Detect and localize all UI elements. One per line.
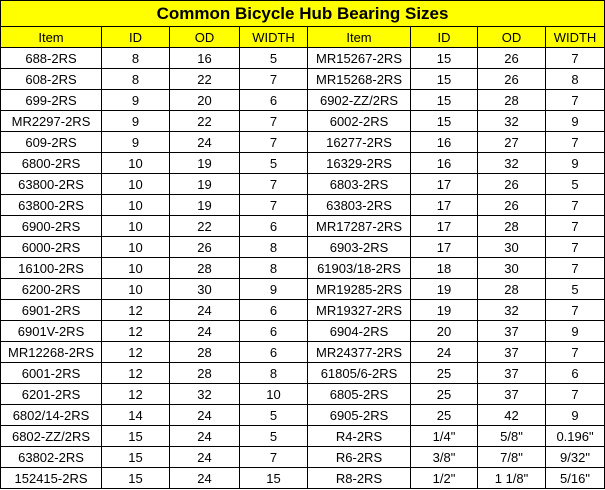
cell-item-right: MR24377-2RS xyxy=(308,342,411,363)
cell-od-right: 27 xyxy=(478,132,546,153)
cell-id-left: 10 xyxy=(102,153,170,174)
cell-item-left: 63800-2RS xyxy=(1,195,102,216)
cell-od-left: 24 xyxy=(170,426,240,447)
cell-width-right: 9 xyxy=(546,153,605,174)
cell-id-right: 15 xyxy=(411,48,478,69)
cell-width-right: 5 xyxy=(546,174,605,195)
cell-od-right: 26 xyxy=(478,195,546,216)
cell-id-right: 24 xyxy=(411,342,478,363)
table-row xyxy=(1,426,605,447)
cell-width-right: 7 xyxy=(546,342,605,363)
cell-id-right: 18 xyxy=(411,258,478,279)
table-row xyxy=(1,363,605,384)
cell-width-left: 5 xyxy=(240,426,308,447)
cell-id-left: 15 xyxy=(102,447,170,468)
cell-id-right: 3/8" xyxy=(411,447,478,468)
cell-od-right: 1 1/8" xyxy=(478,468,546,489)
cell-id-right: 16 xyxy=(411,153,478,174)
cell-od-right: 28 xyxy=(478,279,546,300)
cell-od-left: 22 xyxy=(170,216,240,237)
table-row xyxy=(1,111,605,132)
cell-id-right: 25 xyxy=(411,384,478,405)
cell-item-right: 63803-2RS xyxy=(308,195,411,216)
cell-item-left: 609-2RS xyxy=(1,132,102,153)
cell-width-left: 8 xyxy=(240,237,308,258)
table-row xyxy=(1,216,605,237)
table-row xyxy=(1,237,605,258)
cell-id-left: 12 xyxy=(102,321,170,342)
cell-od-right: 28 xyxy=(478,216,546,237)
cell-width-left: 7 xyxy=(240,447,308,468)
cell-item-right: 6803-2RS xyxy=(308,174,411,195)
cell-od-left: 24 xyxy=(170,300,240,321)
cell-item-right: MR15267-2RS xyxy=(308,48,411,69)
cell-width-right: 9 xyxy=(546,405,605,426)
cell-width-right: 5 xyxy=(546,279,605,300)
cell-item-left: 6201-2RS xyxy=(1,384,102,405)
cell-width-left: 15 xyxy=(240,468,308,489)
cell-id-left: 14 xyxy=(102,405,170,426)
cell-item-right: 6905-2RS xyxy=(308,405,411,426)
cell-width-left: 6 xyxy=(240,90,308,111)
header-id-right: ID xyxy=(411,27,478,48)
header-item-left: Item xyxy=(1,27,102,48)
cell-item-left: 152415-2RS xyxy=(1,468,102,489)
table-row xyxy=(1,321,605,342)
cell-od-left: 19 xyxy=(170,195,240,216)
cell-od-left: 22 xyxy=(170,111,240,132)
cell-item-left: MR2297-2RS xyxy=(1,111,102,132)
cell-id-left: 12 xyxy=(102,342,170,363)
table-row xyxy=(1,69,605,90)
cell-id-right: 15 xyxy=(411,111,478,132)
cell-id-right: 19 xyxy=(411,279,478,300)
cell-id-left: 10 xyxy=(102,237,170,258)
table-row xyxy=(1,342,605,363)
cell-width-right: 5/16" xyxy=(546,468,605,489)
cell-item-left: 6802/14-2RS xyxy=(1,405,102,426)
cell-id-right: 20 xyxy=(411,321,478,342)
cell-od-right: 37 xyxy=(478,342,546,363)
cell-width-left: 5 xyxy=(240,48,308,69)
cell-id-right: 16 xyxy=(411,132,478,153)
cell-od-right: 37 xyxy=(478,384,546,405)
cell-id-left: 10 xyxy=(102,279,170,300)
table-row xyxy=(1,90,605,111)
cell-width-right: 8 xyxy=(546,69,605,90)
cell-id-right: 15 xyxy=(411,69,478,90)
cell-od-left: 19 xyxy=(170,153,240,174)
cell-od-left: 28 xyxy=(170,363,240,384)
table-row xyxy=(1,174,605,195)
cell-width-right: 9 xyxy=(546,321,605,342)
table-row xyxy=(1,405,605,426)
cell-item-left: 6900-2RS xyxy=(1,216,102,237)
cell-item-right: R8-2RS xyxy=(308,468,411,489)
cell-od-right: 37 xyxy=(478,321,546,342)
cell-od-right: 30 xyxy=(478,258,546,279)
cell-item-right: 6002-2RS xyxy=(308,111,411,132)
cell-width-right: 9 xyxy=(546,111,605,132)
cell-od-right: 26 xyxy=(478,174,546,195)
cell-od-left: 19 xyxy=(170,174,240,195)
cell-item-left: 6000-2RS xyxy=(1,237,102,258)
cell-width-right: 0.196" xyxy=(546,426,605,447)
header-od-right: OD xyxy=(478,27,546,48)
cell-width-right: 7 xyxy=(546,195,605,216)
cell-width-right: 7 xyxy=(546,384,605,405)
cell-item-left: 699-2RS xyxy=(1,90,102,111)
cell-width-left: 6 xyxy=(240,300,308,321)
cell-width-right: 7 xyxy=(546,237,605,258)
header-id-left: ID xyxy=(102,27,170,48)
cell-item-left: 6901-2RS xyxy=(1,300,102,321)
cell-od-left: 24 xyxy=(170,321,240,342)
cell-od-left: 24 xyxy=(170,405,240,426)
cell-item-right: MR19327-2RS xyxy=(308,300,411,321)
cell-id-left: 10 xyxy=(102,258,170,279)
cell-width-right: 7 xyxy=(546,132,605,153)
cell-width-left: 6 xyxy=(240,321,308,342)
table-row xyxy=(1,153,605,174)
cell-id-left: 12 xyxy=(102,363,170,384)
cell-item-right: 6903-2RS xyxy=(308,237,411,258)
cell-item-right: MR19285-2RS xyxy=(308,279,411,300)
cell-width-right: 6 xyxy=(546,363,605,384)
header-width-right: WIDTH xyxy=(546,27,605,48)
cell-item-left: 6802-ZZ/2RS xyxy=(1,426,102,447)
table-row xyxy=(1,300,605,321)
cell-width-right: 9/32" xyxy=(546,447,605,468)
cell-width-left: 5 xyxy=(240,153,308,174)
cell-item-left: 16100-2RS xyxy=(1,258,102,279)
cell-item-right: 61805/6-2RS xyxy=(308,363,411,384)
cell-item-left: 6001-2RS xyxy=(1,363,102,384)
cell-id-left: 8 xyxy=(102,69,170,90)
table-body xyxy=(1,48,605,489)
cell-id-right: 1/4" xyxy=(411,426,478,447)
cell-width-left: 8 xyxy=(240,258,308,279)
cell-od-right: 5/8" xyxy=(478,426,546,447)
cell-id-left: 15 xyxy=(102,426,170,447)
cell-item-right: 6805-2RS xyxy=(308,384,411,405)
header-width-left: WIDTH xyxy=(240,27,308,48)
cell-od-right: 32 xyxy=(478,153,546,174)
header-item-right: Item xyxy=(308,27,411,48)
cell-id-right: 19 xyxy=(411,300,478,321)
cell-width-right: 7 xyxy=(546,300,605,321)
cell-item-left: 688-2RS xyxy=(1,48,102,69)
cell-id-left: 15 xyxy=(102,468,170,489)
cell-id-left: 9 xyxy=(102,132,170,153)
cell-width-left: 7 xyxy=(240,69,308,90)
table-row xyxy=(1,132,605,153)
cell-od-left: 28 xyxy=(170,342,240,363)
cell-width-left: 8 xyxy=(240,363,308,384)
cell-od-right: 26 xyxy=(478,48,546,69)
cell-width-left: 5 xyxy=(240,405,308,426)
cell-od-left: 24 xyxy=(170,468,240,489)
cell-width-right: 7 xyxy=(546,48,605,69)
cell-od-right: 26 xyxy=(478,69,546,90)
cell-item-left: 6200-2RS xyxy=(1,279,102,300)
cell-od-right: 42 xyxy=(478,405,546,426)
table-row xyxy=(1,48,605,69)
cell-id-left: 12 xyxy=(102,300,170,321)
cell-id-right: 17 xyxy=(411,216,478,237)
table-row xyxy=(1,384,605,405)
cell-width-left: 6 xyxy=(240,342,308,363)
cell-id-left: 8 xyxy=(102,48,170,69)
cell-od-left: 30 xyxy=(170,279,240,300)
cell-width-left: 6 xyxy=(240,216,308,237)
cell-od-left: 24 xyxy=(170,447,240,468)
cell-item-right: 6904-2RS xyxy=(308,321,411,342)
table-row xyxy=(1,258,605,279)
cell-width-right: 7 xyxy=(546,258,605,279)
header-od-left: OD xyxy=(170,27,240,48)
cell-item-right: 16277-2RS xyxy=(308,132,411,153)
cell-od-right: 37 xyxy=(478,363,546,384)
cell-od-right: 32 xyxy=(478,111,546,132)
cell-od-left: 28 xyxy=(170,258,240,279)
cell-id-right: 17 xyxy=(411,195,478,216)
cell-od-right: 32 xyxy=(478,300,546,321)
cell-od-left: 22 xyxy=(170,69,240,90)
cell-item-right: MR15268-2RS xyxy=(308,69,411,90)
table-row xyxy=(1,468,605,489)
cell-item-right: 16329-2RS xyxy=(308,153,411,174)
cell-id-right: 1/2" xyxy=(411,468,478,489)
cell-width-left: 10 xyxy=(240,384,308,405)
cell-od-right: 28 xyxy=(478,90,546,111)
cell-item-left: 63800-2RS xyxy=(1,174,102,195)
cell-width-left: 9 xyxy=(240,279,308,300)
cell-item-left: 6901V-2RS xyxy=(1,321,102,342)
cell-item-left: 608-2RS xyxy=(1,69,102,90)
cell-id-right: 17 xyxy=(411,237,478,258)
cell-id-right: 15 xyxy=(411,90,478,111)
cell-item-right: 6902-ZZ/2RS xyxy=(308,90,411,111)
cell-item-left: 63802-2RS xyxy=(1,447,102,468)
cell-id-left: 10 xyxy=(102,195,170,216)
title-row xyxy=(1,1,605,27)
cell-item-right: 61903/18-2RS xyxy=(308,258,411,279)
cell-id-left: 12 xyxy=(102,384,170,405)
cell-width-left: 7 xyxy=(240,111,308,132)
cell-width-left: 7 xyxy=(240,174,308,195)
cell-item-right: R6-2RS xyxy=(308,447,411,468)
table-row xyxy=(1,447,605,468)
cell-id-right: 25 xyxy=(411,405,478,426)
cell-item-left: 6800-2RS xyxy=(1,153,102,174)
header-row xyxy=(1,27,605,48)
cell-id-right: 17 xyxy=(411,174,478,195)
cell-id-left: 9 xyxy=(102,111,170,132)
cell-od-left: 16 xyxy=(170,48,240,69)
table-row xyxy=(1,279,605,300)
cell-od-right: 30 xyxy=(478,237,546,258)
cell-width-left: 7 xyxy=(240,195,308,216)
cell-od-left: 24 xyxy=(170,132,240,153)
cell-item-right: MR17287-2RS xyxy=(308,216,411,237)
cell-item-right: R4-2RS xyxy=(308,426,411,447)
cell-item-left: MR12268-2RS xyxy=(1,342,102,363)
table-row xyxy=(1,195,605,216)
cell-od-left: 20 xyxy=(170,90,240,111)
cell-width-right: 7 xyxy=(546,216,605,237)
cell-id-right: 25 xyxy=(411,363,478,384)
cell-id-left: 9 xyxy=(102,90,170,111)
cell-id-left: 10 xyxy=(102,216,170,237)
cell-od-right: 7/8" xyxy=(478,447,546,468)
cell-id-left: 10 xyxy=(102,174,170,195)
table-title: Common Bicycle Hub Bearing Sizes xyxy=(1,1,605,27)
cell-od-left: 32 xyxy=(170,384,240,405)
cell-width-right: 7 xyxy=(546,90,605,111)
cell-width-left: 7 xyxy=(240,132,308,153)
cell-od-left: 26 xyxy=(170,237,240,258)
